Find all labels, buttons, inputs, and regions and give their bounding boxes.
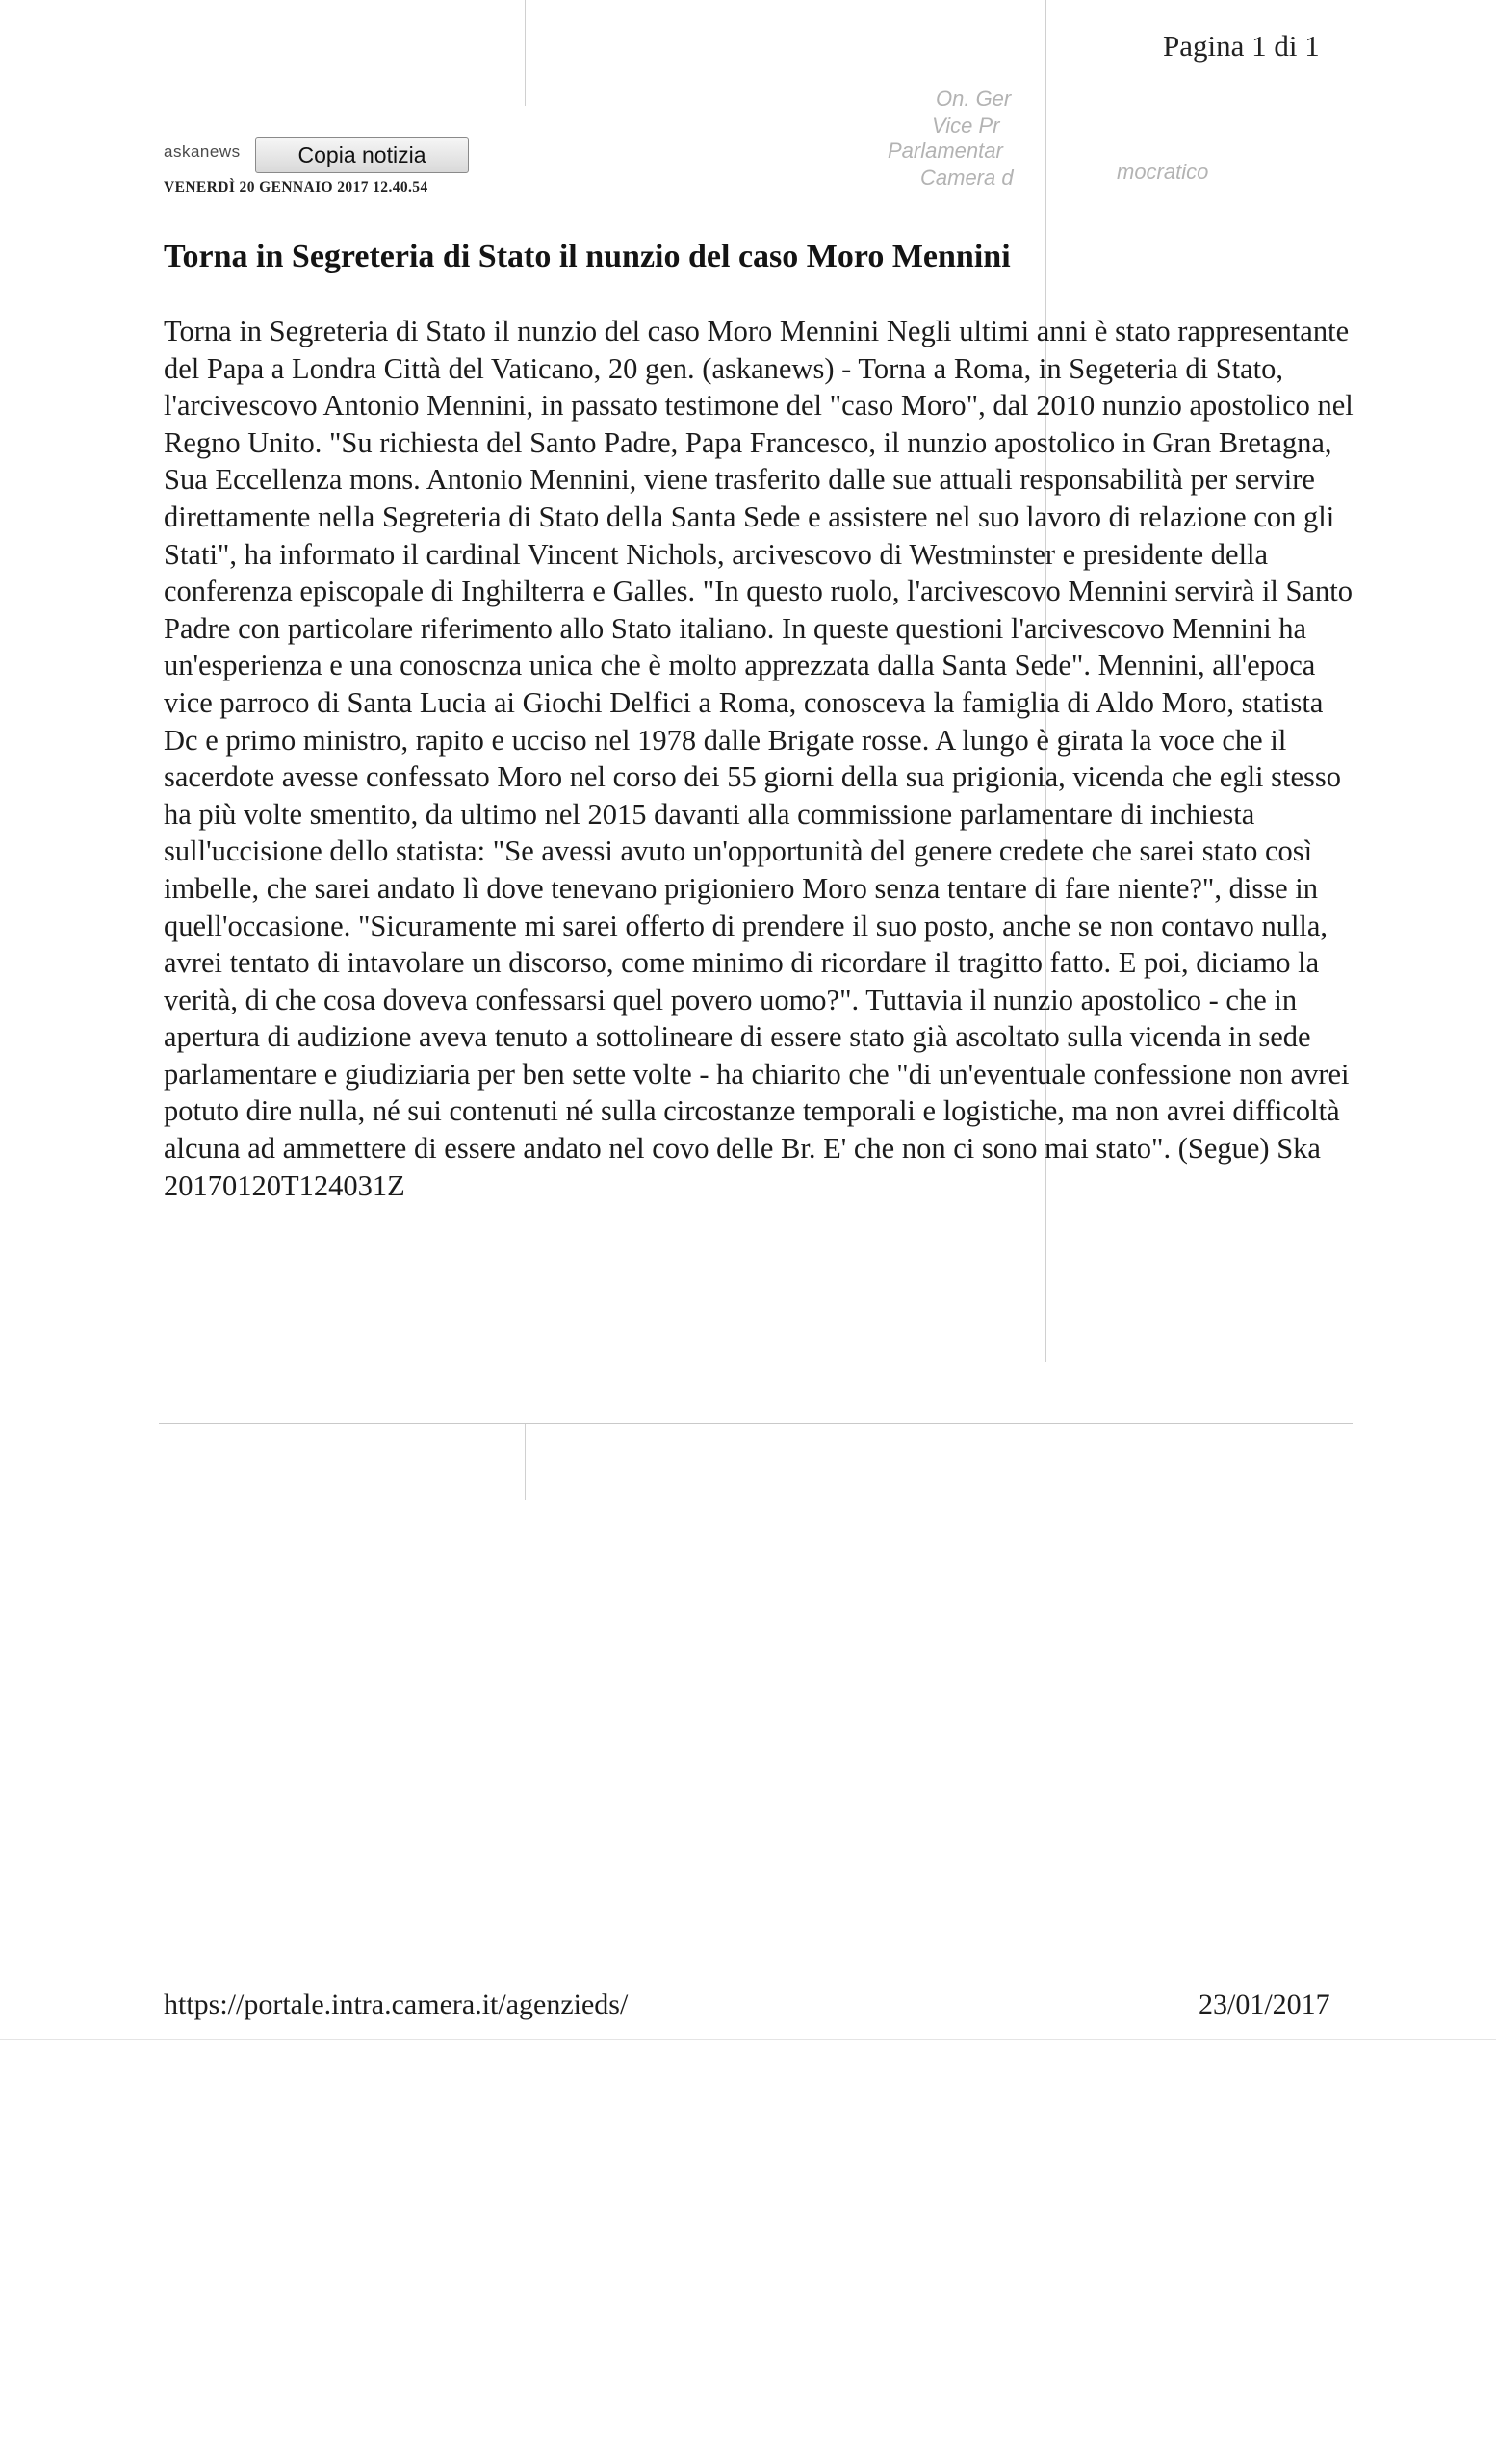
timestamp: VENERDÌ 20 GENNAIO 2017 12.40.54 [164, 179, 428, 195]
stamp-line: On. Ger [936, 87, 1012, 111]
article-title: Torna in Segreteria di Stato il nunzio del caso Moro Mennini [164, 239, 1011, 274]
divider [159, 1423, 1353, 1424]
stamp-line: Vice Pr [932, 114, 1000, 138]
stamp-line: Parlamentar [888, 139, 1003, 163]
brand-logo: askanews [164, 142, 241, 161]
stamp-line: mocratico [1117, 160, 1209, 184]
scan-artifact-line [525, 0, 526, 106]
stamp-line: Camera d [920, 166, 1014, 190]
scan-edge [0, 2039, 1496, 2040]
footer-date: 23/01/2017 [1199, 1989, 1330, 2020]
copy-news-button[interactable]: Copia notizia [255, 137, 469, 173]
scan-artifact-line [525, 1423, 526, 1500]
page-counter: Pagina 1 di 1 [1163, 29, 1320, 63]
stamp [866, 87, 1251, 202]
footer-url: https://portale.intra.camera.it/agenzieds/ [164, 1989, 629, 2020]
article-body: Torna in Segreteria di Stato il nunzio del caso Moro Mennini Negli ultimi anni è stato rappresentante del Papa a Londra Città del Vaticano, 20 gen. (askanews) - Torna a Roma, in Segeteria di Stato, l'arcivescovo Antonio Mennini, in passato testimone del "caso Moro", dal 2010 nunzio apostolico nel Regno Unito. "Su richiesta del Santo Padre, Papa Francesco, il nunzio apostolico in Gran Bretagna, Sua Eccellenza mons. Antonio Mennini, viene trasferito dalle sue attuali responsabilità per servire direttamente nella Segreteria di Stato della Santa Sede e assistere nel suo lavoro di relazione con gli Stati", ha informato il cardinal Vincent Nichols, arcivescovo di Westminster e presidente della conferenza episcopale di Inghilterra e Galles. "In questo ruolo, l'arcivescovo Mennini servirà il Santo Padre con particolare riferimento allo Stato italiano. In queste questioni l'arcivescovo Mennini ha un'esperienza e una conoscnza unica che è molto apprezzata dalla Santa Sede". Mennini, all'epoca vice parroco di Santa Lucia ai Giochi Delfici a Roma, conosceva la famiglia di Aldo Moro, statista Dc e primo ministro, rapito e ucciso nel 1978 dalle Brigate rosse. A lungo è girata la voce che il sacerdote avesse confessato Moro nel corso dei 55 giorni della sua prigionia, vicenda che egli stesso ha più volte smentito, da ultimo nel 2015 davanti alla commissione parlamentare di inchiesta sull'uccisione dello statista: "Se avessi avuto un'opportunità del genere credete che sarei stato così imbelle, che sarei andato lì dove tenevano prigioniero Moro senza tentare di fare niente?", disse in quell'occasione. "Sicuramente mi sarei offerto di prendere il suo posto, anche se non contavo nulla, avrei tentato di intavolare un discorso, come minimo di ricordare il tragitto fatto. E poi, diciamo la verità, di che cosa doveva confessarsi quel povero uomo?". Tuttavia il nunzio apostolico - che in apertura di audizione aveva tenuto a sottolineare di essere stato già ascoltato sulla vicenda in sede parlamentare e giudiziaria per ben sette volte - ha chiarito che "di un'eventuale confessione non avrei potuto dire nulla, né sui contenuti né sulla circostanze temporali e logistiche, ma non avrei difficoltà alcuna ad ammettere di essere andato nel covo delle Br. E' che non ci sono mai stato". (Segue) Ska 20170120T124031Z [164, 315, 1354, 1202]
